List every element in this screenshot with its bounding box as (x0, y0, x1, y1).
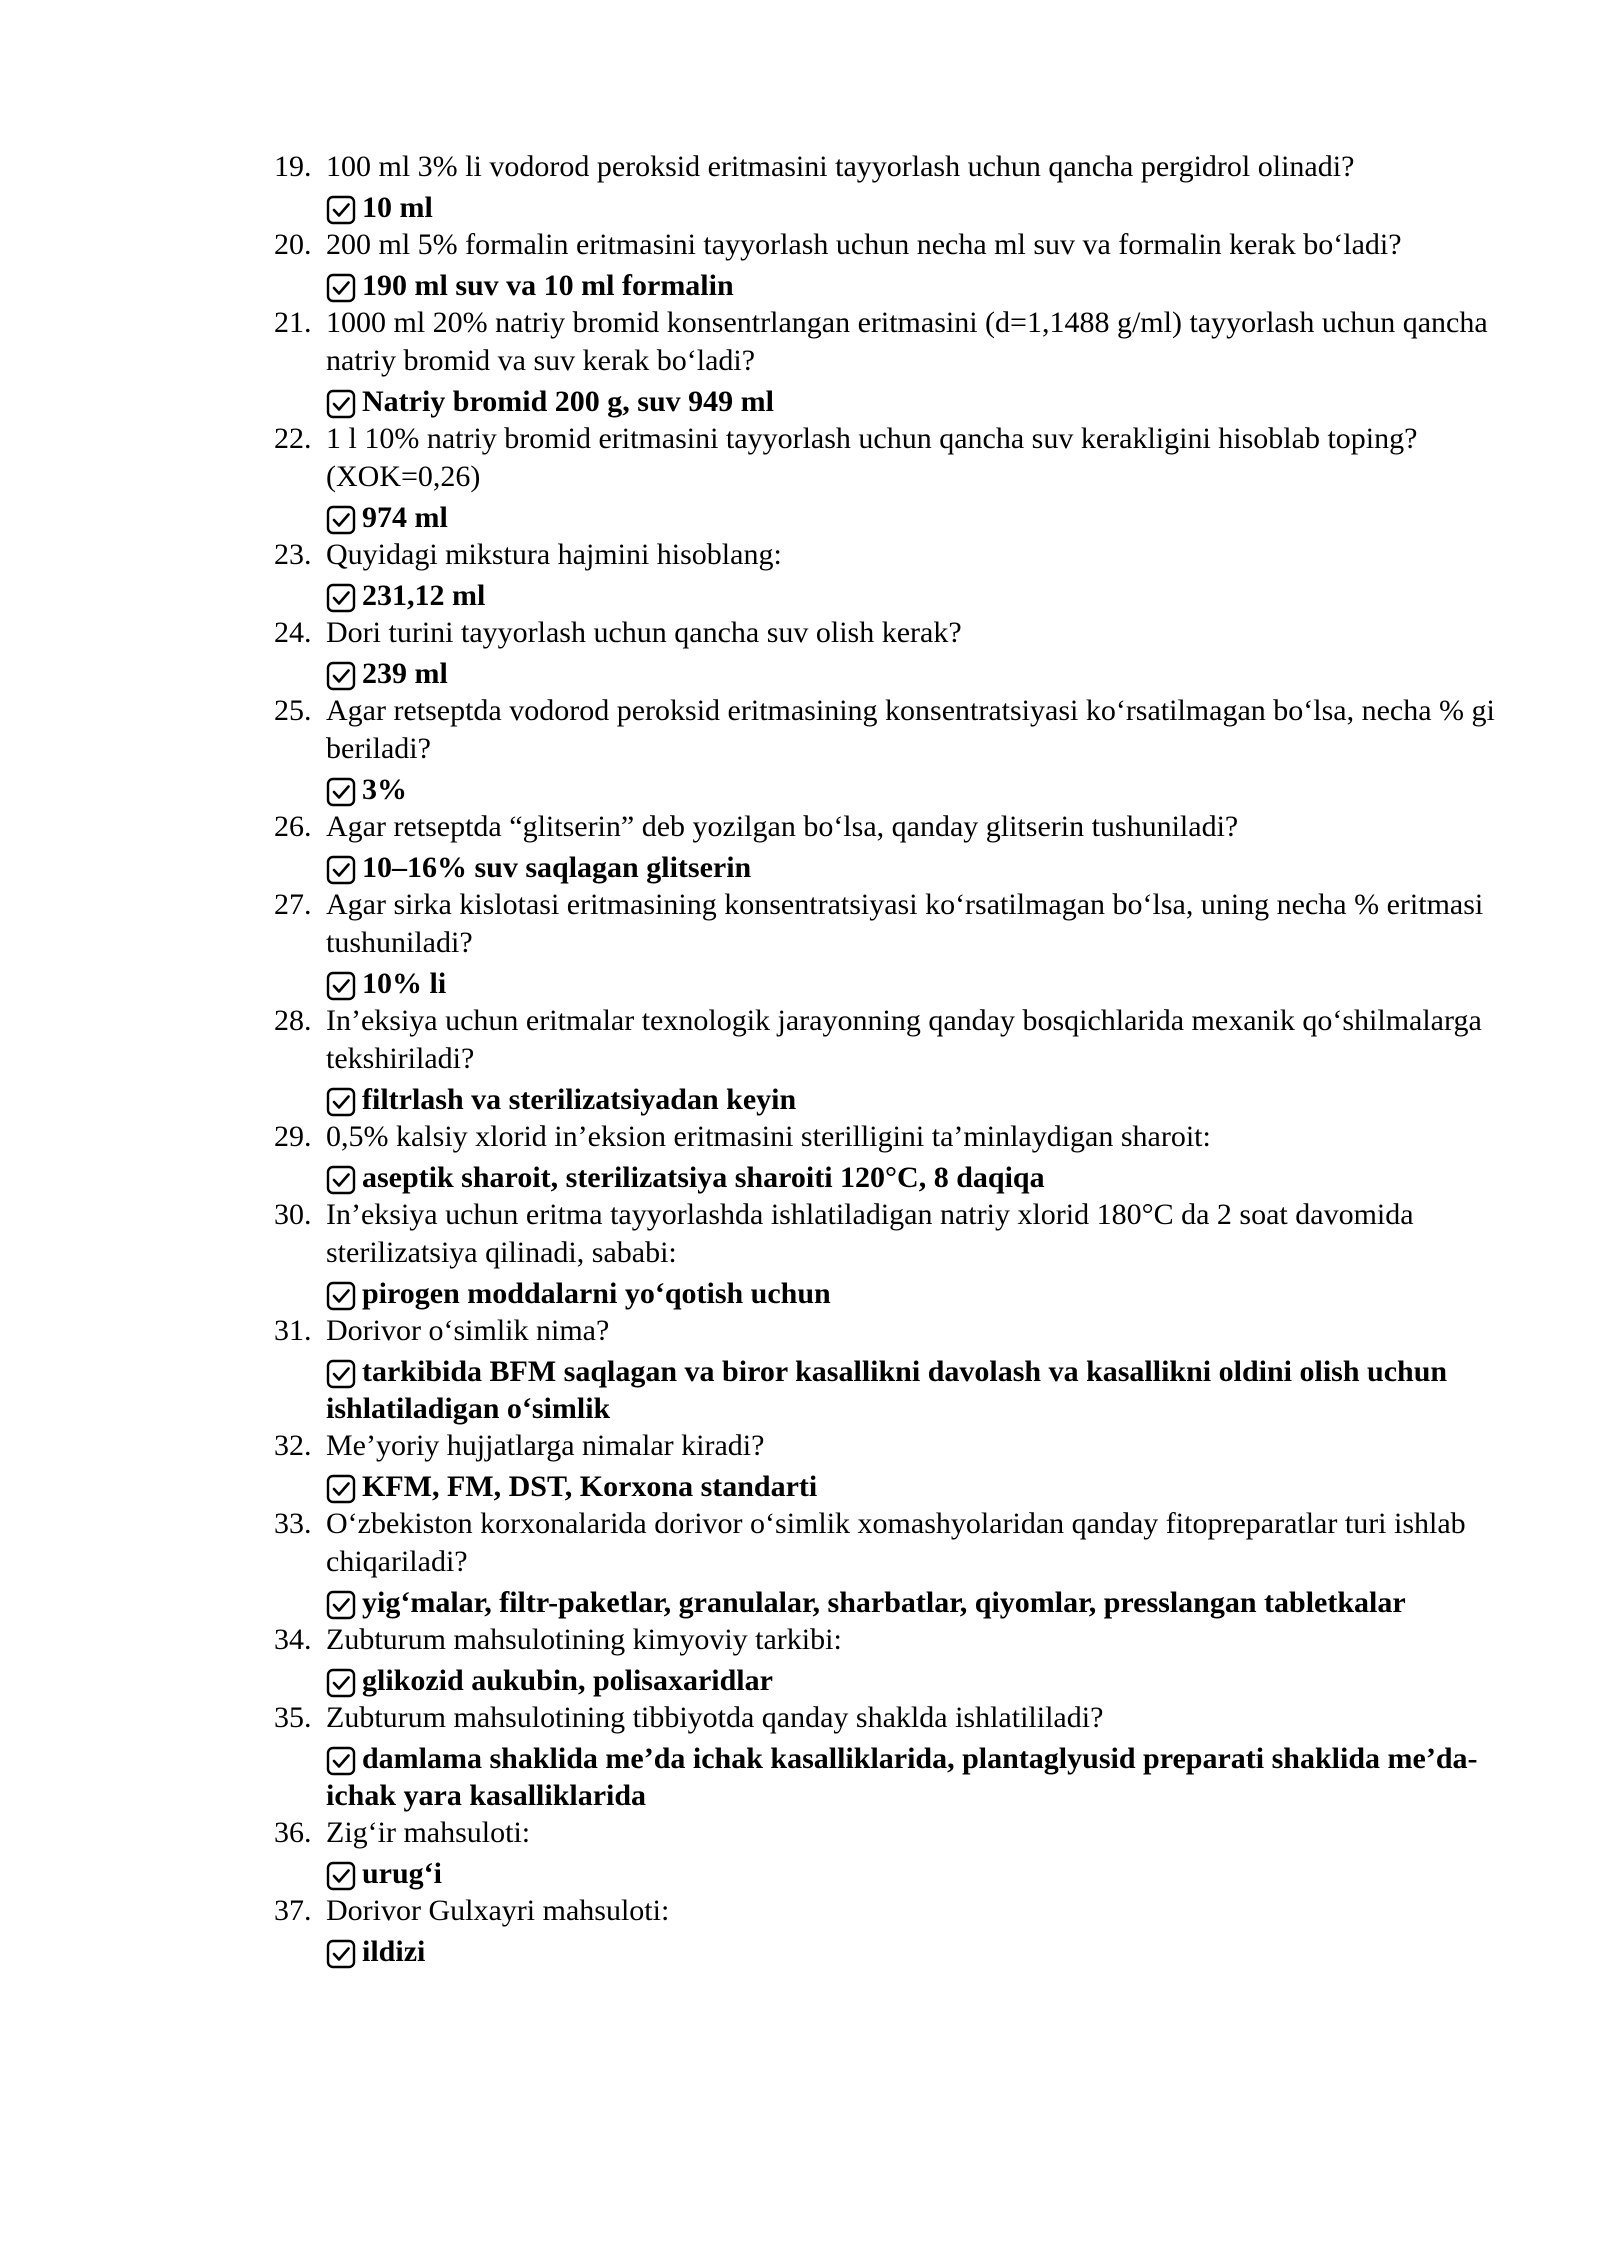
question-item (274, 1505, 1504, 1621)
answer (274, 1468, 1504, 1505)
question-number: 20. (274, 228, 312, 261)
question-text: Agar sirka kislotasi eritmasining konsentratsiyasi ko‘rsatilmagan bo‘lsa, uning necha % eritmasi tushuniladi? (326, 888, 1484, 959)
answer-text: 974 ml (362, 501, 448, 534)
checkbox-checked-icon (326, 195, 356, 225)
question-number: 24. (274, 616, 312, 649)
question-item (274, 1118, 1504, 1196)
question-text: Agar retseptda “glitserin” deb yozilgan bo‘lsa, qanday glitserin tushuniladi? (326, 810, 1239, 843)
question-text: In’eksiya uchun eritma tayyorlashda ishlatiladigan natriy xlorid 180°C da 2 soat davomida sterilizatsiya qilinadi, sababi: (326, 1198, 1414, 1269)
question-item (274, 536, 1504, 614)
question-text: 0,5% kalsiy xlorid in’eksion eritmasini sterilligini ta’minlaydigan sharoit: (326, 1120, 1211, 1153)
question-item (274, 1312, 1504, 1427)
question (274, 1312, 1504, 1350)
answer (274, 965, 1504, 1002)
answer-text: 231,12 ml (362, 579, 486, 612)
question-item (274, 808, 1504, 886)
question-text: O‘zbekiston korxonalarida dorivor o‘simlik xomashyolaridan qanday fitopreparatlar turi ishlab chiqariladi? (326, 1507, 1466, 1578)
question (274, 1892, 1504, 1930)
question-text: Me’yoriy hujjatlarga nimalar kiradi? (326, 1429, 765, 1462)
checkbox-checked-icon (326, 777, 356, 807)
question (274, 304, 1504, 380)
question (274, 614, 1504, 652)
answer-text: pirogen moddalarni yo‘qotish uchun (362, 1277, 831, 1310)
question-item (274, 1621, 1504, 1699)
checkbox-checked-icon (326, 1281, 356, 1311)
question-number: 36. (274, 1816, 312, 1849)
answer-text: 10% li (362, 967, 447, 1000)
answer-text: glikozid aukubin, polisaxaridlar (362, 1664, 773, 1697)
answer-text: aseptik sharoit, sterilizatsiya sharoiti 120°C, 8 daqiqa (362, 1161, 1045, 1194)
question (274, 226, 1504, 264)
checkbox-checked-icon (326, 273, 356, 303)
question-item (274, 692, 1504, 808)
question-number: 35. (274, 1701, 312, 1734)
question (274, 1196, 1504, 1272)
answer-text: damlama shaklida me’da ichak kasalliklarida, plantaglyusid preparati shaklida me’da-ichak yara kasalliklarida (326, 1742, 1478, 1812)
checkbox-checked-icon (326, 389, 356, 419)
answer (274, 383, 1504, 420)
question-number: 34. (274, 1623, 312, 1656)
answer (274, 1933, 1504, 1970)
checkbox-checked-icon (326, 583, 356, 613)
checkbox-checked-icon (326, 855, 356, 885)
answer-text: yig‘malar, filtr-paketlar, granulalar, sharbatlar, qiyomlar, presslangan tabletkalar (362, 1586, 1406, 1619)
question-number: 28. (274, 1004, 312, 1037)
question-text: Zubturum mahsulotining tibbiyotda qanday shaklda ishlatililadi? (326, 1701, 1104, 1734)
question-text: Dorivor o‘simlik nima? (326, 1314, 610, 1347)
answer (274, 1584, 1504, 1621)
answer-text: 3% (362, 773, 407, 806)
question-text: 100 ml 3% li vodorod peroksid eritmasini tayyorlash uchun qancha pergidrol olinadi? (326, 150, 1355, 183)
checkbox-checked-icon (326, 1590, 356, 1620)
question-item (274, 420, 1504, 536)
answer (274, 1662, 1504, 1699)
question (274, 1002, 1504, 1078)
checkbox-checked-icon (326, 1359, 356, 1389)
question-number: 27. (274, 888, 312, 921)
question-number: 30. (274, 1198, 312, 1231)
question (274, 1699, 1504, 1737)
question-item (274, 1699, 1504, 1814)
answer-text: tarkibida BFM saqlagan va biror kasallikni davolash va kasallikni oldini olish uchun ishlatiladigan o‘simlik (326, 1355, 1448, 1425)
question-text: 1 l 10% natriy bromid eritmasini tayyorlash uchun qancha suv kerakligini hisoblab toping? (XOK=0,26) (326, 422, 1418, 493)
question-item (274, 1892, 1504, 1970)
answer (274, 1275, 1504, 1312)
answer-text: KFM, FM, DST, Korxona standarti (362, 1470, 818, 1503)
answer-text: 190 ml suv va 10 ml formalin (362, 269, 734, 302)
answer (274, 1159, 1504, 1196)
checkbox-checked-icon (326, 971, 356, 1001)
checkbox-checked-icon (326, 1165, 356, 1195)
question-number: 32. (274, 1429, 312, 1462)
question-item (274, 1196, 1504, 1312)
answer-text: 10 ml (362, 191, 433, 224)
question-text: Zubturum mahsulotining kimyoviy tarkibi: (326, 1623, 842, 1656)
question-number: 23. (274, 538, 312, 571)
answer (274, 499, 1504, 536)
checkbox-checked-icon (326, 1087, 356, 1117)
question-number: 21. (274, 306, 312, 339)
question-text: Dori turini tayyorlash uchun qancha suv olish kerak? (326, 616, 962, 649)
question (274, 886, 1504, 962)
answer-text: Natriy bromid 200 g, suv 949 ml (362, 385, 774, 418)
answer (274, 1081, 1504, 1118)
question-item (274, 304, 1504, 420)
answer-text: ildizi (362, 1935, 426, 1968)
question-item (274, 1814, 1504, 1892)
question-text: Agar retseptda vodorod peroksid eritmasining konsentratsiyasi ko‘rsatilmagan bo‘lsa, necha % gi beriladi? (326, 694, 1495, 765)
question-item (274, 614, 1504, 692)
answer-text: 239 ml (362, 657, 448, 690)
question (274, 1814, 1504, 1852)
question-item (274, 1002, 1504, 1118)
checkbox-checked-icon (326, 505, 356, 535)
question-number: 25. (274, 694, 312, 727)
question (274, 692, 1504, 768)
question-text: In’eksiya uchun eritmalar texnologik jarayonning qanday bosqichlarida mexanik qo‘shilmalarga tekshiriladi? (326, 1004, 1482, 1075)
answer-text: 10–16% suv saqlagan glitserin (362, 851, 752, 884)
question-number: 31. (274, 1314, 312, 1347)
question (274, 148, 1504, 186)
answer (274, 655, 1504, 692)
question (274, 1118, 1504, 1156)
checkbox-checked-icon (326, 1474, 356, 1504)
answer (274, 771, 1504, 808)
question-number: 29. (274, 1120, 312, 1153)
answer (274, 1855, 1504, 1892)
question-item (274, 1427, 1504, 1505)
question-item (274, 886, 1504, 1002)
checkbox-checked-icon (326, 661, 356, 691)
question-number: 33. (274, 1507, 312, 1540)
question (274, 1427, 1504, 1465)
question-list (274, 148, 1504, 1970)
question-text: 200 ml 5% formalin eritmasini tayyorlash uchun necha ml suv va formalin kerak bo‘ladi? (326, 228, 1402, 261)
question-item (274, 148, 1504, 226)
question (274, 420, 1504, 496)
answer (274, 267, 1504, 304)
checkbox-checked-icon (326, 1746, 356, 1776)
question-text: Zig‘ir mahsuloti: (326, 1816, 531, 1849)
answer (274, 1740, 1504, 1814)
answer-text: filtrlash va sterilizatsiyadan keyin (362, 1083, 797, 1116)
question-text: 1000 ml 20% natriy bromid konsentrlangan eritmasini (d=1,1488 g/ml) tayyorlash uchun qancha natriy bromid va suv kerak bo‘ladi? (326, 306, 1488, 377)
question (274, 808, 1504, 846)
question-number: 37. (274, 1894, 312, 1927)
answer (274, 1353, 1504, 1427)
answer (274, 577, 1504, 614)
answer (274, 189, 1504, 226)
question-text: Dorivor Gulxayri mahsuloti: (326, 1894, 670, 1927)
question-number: 22. (274, 422, 312, 455)
question-number: 26. (274, 810, 312, 843)
answer-text: urug‘i (362, 1857, 443, 1890)
question-item (274, 226, 1504, 304)
checkbox-checked-icon (326, 1861, 356, 1891)
question (274, 536, 1504, 574)
question (274, 1505, 1504, 1581)
question-text: Quyidagi mikstura hajmini hisoblang: (326, 538, 782, 571)
checkbox-checked-icon (326, 1939, 356, 1969)
question-number: 19. (274, 150, 312, 183)
question (274, 1621, 1504, 1659)
checkbox-checked-icon (326, 1668, 356, 1698)
answer (274, 849, 1504, 886)
